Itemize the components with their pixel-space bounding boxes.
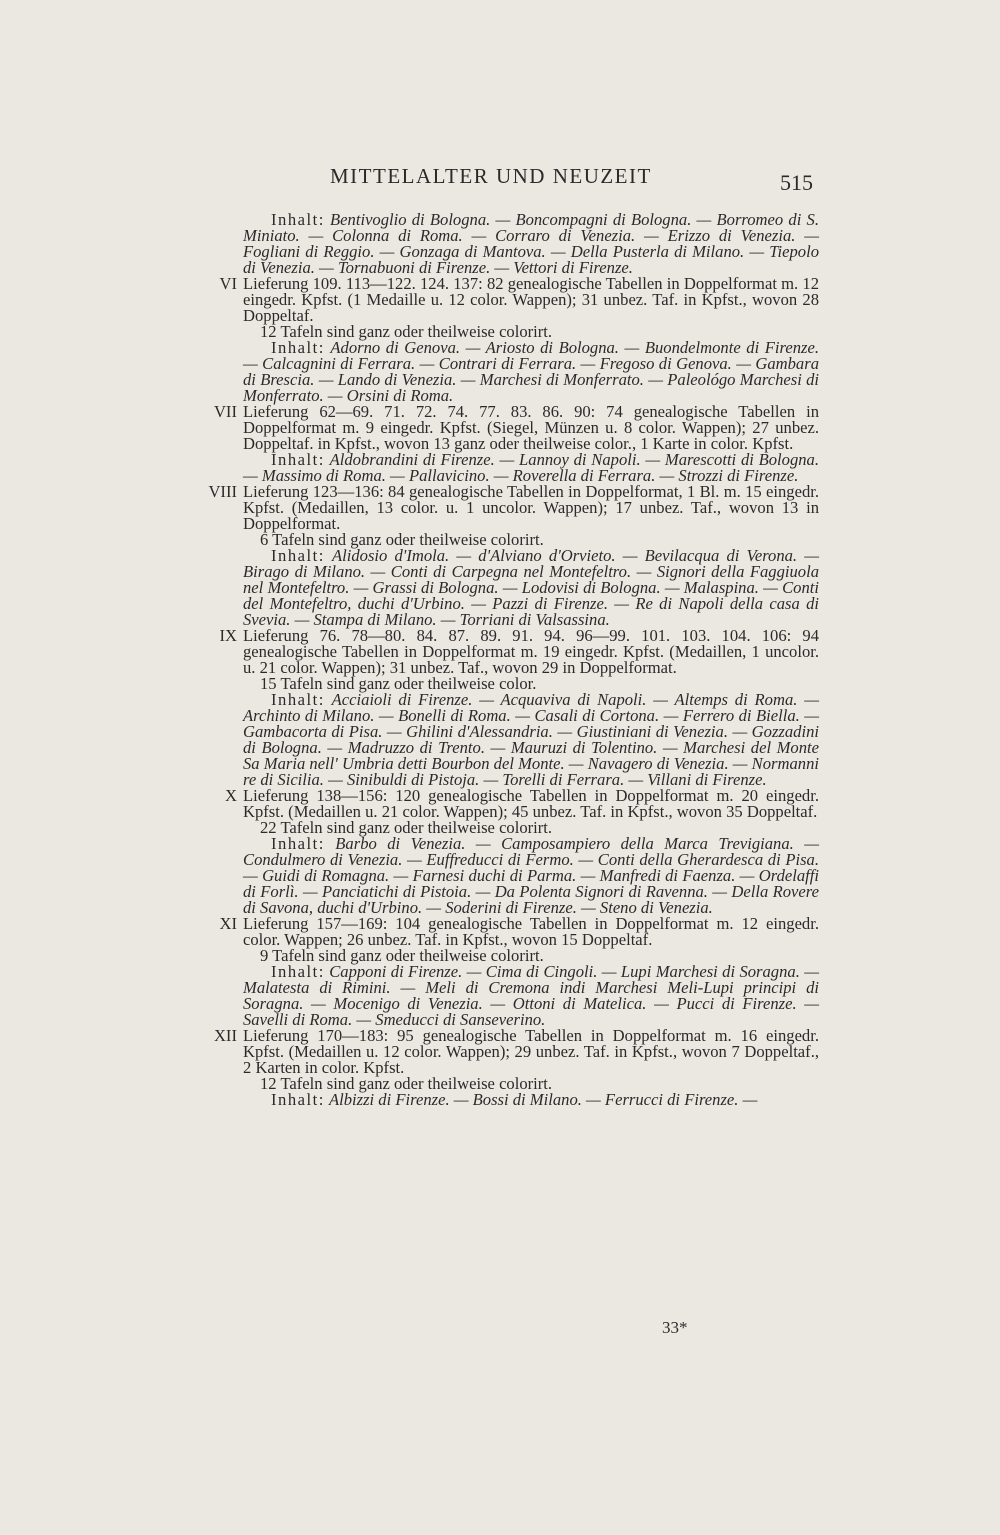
colour-note: 6 Tafeln sind ganz oder theilweise colorirt. [260,530,544,549]
catalogue-text [208,210,820,1109]
entry-numeral: X [225,786,237,805]
inhalt [243,1092,819,1108]
lieferung-text: Lieferung 138—156: 120 genealogische Tabellen in Doppelformat m. 20 eingedr. Kpfst. (Medaillen u. 21 color. Wappen); 45 unbez. Taf. in Kpfst., wovon 35 Doppeltaf. [243,786,819,821]
colour-note: 15 Tafeln sind ganz oder theilweise color. [260,674,537,693]
entry-numeral: VI [219,274,237,293]
inhalt-text: Bentivoglio di Bologna. — Boncompagni di Bologna. — Borromeo di S. Miniato. — Colonna di Roma. — Corraro di Venezia. — Erizzo di Venezia. — Fogliani di Reggio. — Gonzaga di Mantova. — Della Pusterla di Milano. — Tiepolo di Venezia. — Tornabuoni di Firenze. — Vettori di Firenze. [243,210,819,277]
inhalt [243,452,819,484]
lieferung-text: Lieferung 76. 78—80. 84. 87. 89. 91. 94. 96—99. 101. 103. 104. 106: 94 genealogische Tabellen in Doppelformat m. 19 eingedr. Kpfst. (Medaillen, 1 uncolor. u. 21 color. Wappen); 31 unbez. Taf., wovon 29 in Doppelformat. [243,626,819,677]
inhalt-label: Inhalt: [271,834,325,853]
inhalt-label: Inhalt: [271,546,325,565]
colour-note: 22 Tafeln sind ganz oder theilweise colorirt. [260,818,553,837]
running-title: MITTELALTER UND NEUZEIT [330,164,652,188]
lieferung-text: Lieferung 62—69. 71. 72. 74. 77. 83. 86. 90: 74 genealogische Tabellen in Doppelformat m. 9 eingedr. Kpfst. (Siegel, Münzen u. 8 color. Wappen); 27 unbez. Doppeltaf. in Kpfst., wovon 13 ganz oder theilweise color., 1 Karte in color. Kpfst. [243,402,819,453]
inhalt-text: Aldobrandini di Firenze. — Lannoy di Napoli. — Marescotti di Bologna. — Massimo di Roma. — Pallavicino. — Roverella di Ferrara. — Strozzi di Firenze. [243,450,819,485]
inhalt-text: Acciaioli di Firenze. — Acquaviva di Napoli. — Altemps di Roma. — Archinto di Milano. — Bonelli di Roma. — Casali di Cortona. — Ferrero di Biella. — Gambacorta di Pisa. — Ghilini d'Alessandria. — Giustiniani di Venezia. — Gozzadini di Bologna. — Madruzzo di Trento. — Mauruzi di Tolentino. — Marchesi del Monte Sa Maria nell' Umbria detti Bourbon del Monte. — Navagero di Venezia. — Normanni re di Sicilia. — Sinibuldi di Pistoja. — Torelli di Ferrara. — Villani di Firenze. [243,690,819,789]
inhalt [243,340,819,404]
lieferung-text: Lieferung 170—183: 95 genealogische Tabellen in Doppelformat m. 16 eingedr. Kpfst. (Medaillen u. 12 color. Wappen); 29 unbez. Taf. in Kpfst., wovon 7 Doppeltaf., 2 Karten in color. Kpfst. [243,1026,819,1077]
inhalt-label: Inhalt: [271,338,325,357]
inhalt-text: Alidosio d'Imola. — d'Alviano d'Orvieto. — Bevilacqua di Verona. — Birago di Milano. — Conti di Carpegna nel Montefeltro. — Signori della Faggiuola nel Montefeltro. — Grassi di Bologna. — Lodovisi di Bologna. — Malaspina. — Conti del Montefeltro, duchi d'Urbino. — Pazzi di Firenze. — Re di Napoli della casa di Svevia. — Stampa di Milano. — Torriani di Valsassina. [243,546,819,629]
inhalt [243,548,819,628]
entry-ix [219,626,819,789]
colour-note: 9 Tafeln sind ganz oder theilweise colorirt. [260,946,544,965]
entry-vii [213,402,819,485]
entry-viii [208,482,819,629]
entry-xii [213,1026,819,1109]
entry-numeral: XII [213,1026,237,1045]
colour-note: 12 Tafeln sind ganz oder theilweise colorirt. [260,322,553,341]
inhalt-text: Capponi di Firenze. — Cima di Cingoli. — Lupi Marchesi di Soragna. — Malatesta di Rimini. — Meli di Cremona indi Marchesi Meli-Lupi principi di Soragna. — Mocenigo di Venezia. — Ottoni di Matelica. — Pucci di Firenze. — Savelli di Roma. — Smeducci di Sanseverino. [243,962,819,1029]
lieferung-text: Lieferung 157—169: 104 genealogische Tabellen in Doppelformat m. 12 eingedr. color. Wappen; 26 unbez. Taf. in Kpfst., wovon 15 Doppeltaf. [243,914,819,949]
inhalt [243,692,819,788]
inhalt-text: Barbo di Venezia. — Camposampiero della Marca Trevigiana. — Condulmero di Venezia. — Euffreducci di Fermo. — Conti della Gherardesca di Pisa. — Guidi di Romagna. — Farnesi duchi di Parma. — Manfredi di Faenza. — Ordelaffi di Forlì. — Panciatichi di Pistoia. — Da Polenta Signori di Ravenna. — Della Rovere di Savona, duchi d'Urbino. — Soderini di Firenze. — Steno di Venezia. [243,834,820,917]
inhalt-text: Albizzi di Firenze. — Bossi di Milano. — Ferrucci di Firenze. — [328,1090,758,1109]
entry-numeral: XI [219,914,237,933]
inhalt [243,964,819,1028]
entry-numeral: VIII [208,482,237,501]
entry-x [225,786,820,917]
inhalt-label: Inhalt: [271,1090,325,1109]
page-number: 515 [780,170,813,195]
inhalt-label: Inhalt: [271,962,325,981]
colour-note: 12 Tafeln sind ganz oder theilweise colorirt. [260,1074,553,1093]
lieferung-text: Lieferung 123—136: 84 genealogische Tabellen in Doppelformat, 1 Bl. m. 15 eingedr. Kpfst. (Medaillen, 13 color. u. 1 uncolor. Wappen); 17 unbez. Taf., wovon 13 in Doppelformat. [243,482,819,533]
inhalt-label: Inhalt: [271,690,325,709]
signature-mark: 33* [662,1318,688,1337]
inhalt-label: Inhalt: [271,450,325,469]
entry-numeral: VII [213,402,237,421]
inhalt-text: Adorno di Genova. — Ariosto di Bologna. — Buondelmonte di Firenze. — Calcagnini di Ferrara. — Contrari di Ferrara. — Fregoso di Genova. — Gambara di Brescia. — Lando di Venezia. — Marchesi di Monferrato. — Paleológo Marchesi di Monferrato. — Orsini di Roma. [243,338,819,405]
lieferung-text: Lieferung 109. 113—122. 124. 137: 82 genealogische Tabellen in Doppelformat m. 12 eingedr. Kpfst. (1 Medaille u. 12 color. Wappen); 31 unbez. Taf. in Kpfst., wovon 28 Doppeltaf. [243,274,819,325]
entry-xi [219,914,819,1029]
intro-inhalt [243,212,819,276]
inhalt-label: Inhalt: [271,210,325,229]
running-head [0,164,1000,194]
inhalt [243,836,819,916]
entry-vi [219,274,819,405]
entry-numeral: IX [219,626,237,645]
